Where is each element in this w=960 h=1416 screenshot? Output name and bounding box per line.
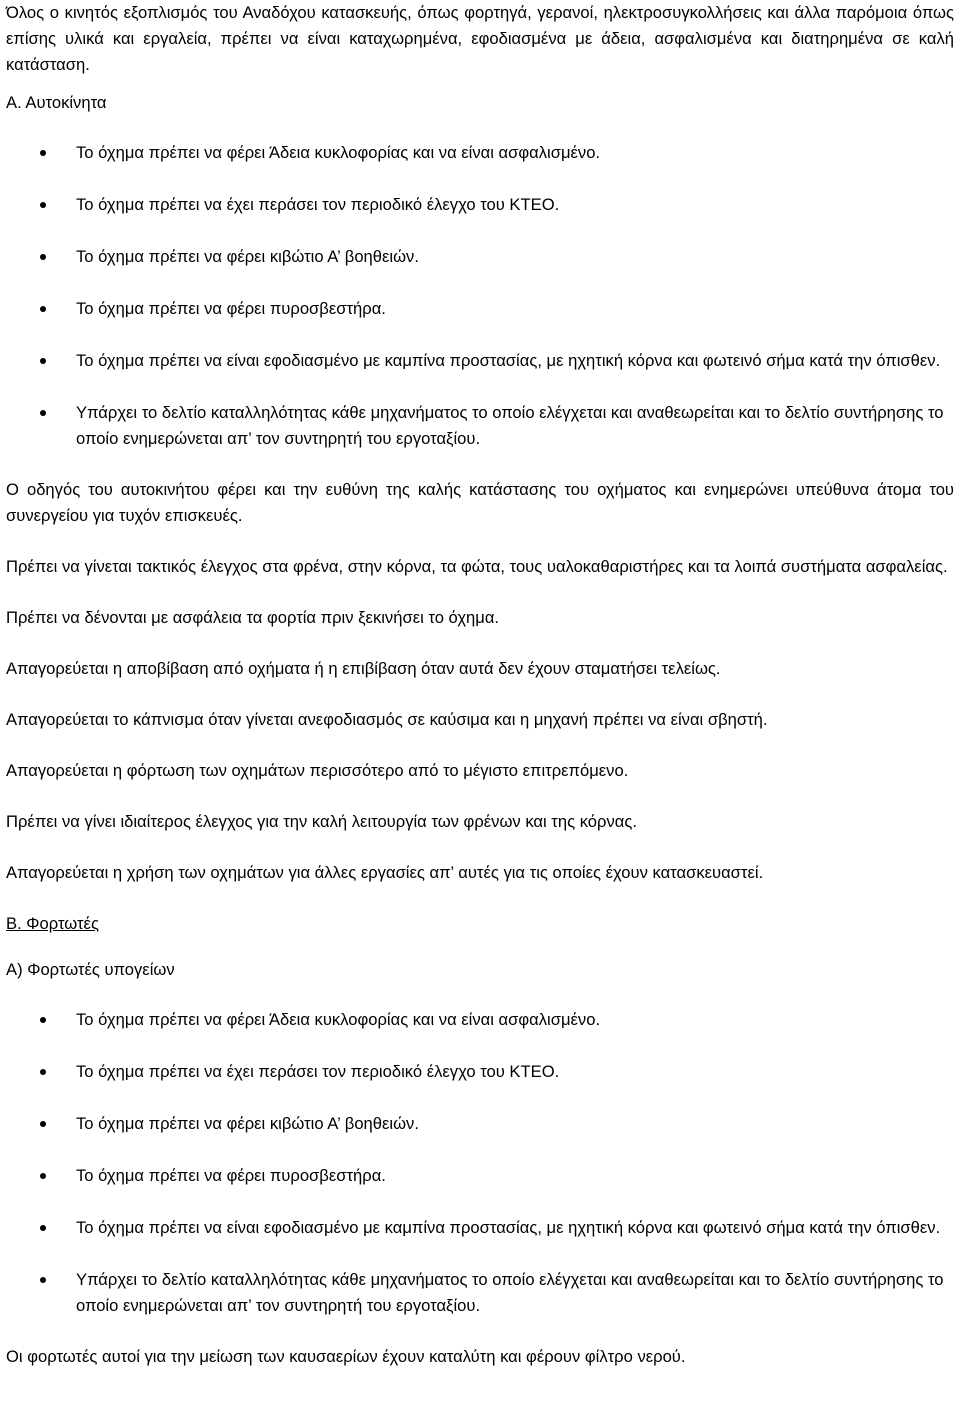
list-item: Το όχημα πρέπει να φέρει Άδεια κυκλοφορίας και να είναι ασφαλισμένο. <box>6 140 954 166</box>
bullet-icon <box>40 254 46 260</box>
list-item: Το όχημα πρέπει να έχει περάσει τον περιοδικό έλεγχο του ΚΤΕΟ. <box>6 192 954 218</box>
list-item: Υπάρχει το δελτίο καταλληλότητας κάθε μηχανήματος το οποίο ελέγχεται και αναθεωρείται και το δελτίο συντήρησης το οποίο ενημερώνεται απ’ τον συντηρητή του εργοταξίου. <box>6 400 954 452</box>
section-a-heading: Α. Αυτοκίνητα <box>6 93 107 112</box>
list-item: Το όχημα πρέπει να είναι εφοδιασμένο με καμπίνα προστασίας, με ηχητική κόρνα και φωτεινό σήμα κατά την όπισθεν. <box>6 1215 954 1241</box>
boarding-rule-paragraph: Απαγορεύεται η αποβίβαση από οχήματα ή η επιβίβαση όταν αυτά δεν έχουν σταματήσει τελείως. <box>6 659 721 678</box>
bullet-icon <box>40 410 46 416</box>
bullet-icon <box>40 1121 46 1127</box>
bullet-icon <box>40 150 46 156</box>
list-item: Το όχημα πρέπει να φέρει κιβώτιο Α’ βοηθειών. <box>6 244 954 270</box>
bullet-icon <box>40 1069 46 1075</box>
bullet-icon <box>40 202 46 208</box>
list-item: Υπάρχει το δελτίο καταλληλότητας κάθε μηχανήματος το οποίο ελέγχεται και αναθεωρείται και το δελτίο συντήρησης το οποίο ενημερώνεται απ’ τον συντηρητή του εργοταξίου. <box>6 1267 954 1319</box>
driver-responsibility-paragraph: Ο οδηγός του αυτοκινήτου φέρει και την ευθύνη της καλής κατάστασης του οχήματος και ενημερώνει υπεύθυνα άτομα του συνεργείου για τυχόν επισκευές. <box>6 480 954 525</box>
brakes-check-paragraph: Πρέπει να γίνει ιδιαίτερος έλεγχος για την καλή λειτουργία των φρένων και της κόρνας. <box>6 812 637 831</box>
bullet-icon <box>40 1017 46 1023</box>
overload-rule-paragraph: Απαγορεύεται η φόρτωση των οχημάτων περισσότερο από το μέγιστο επιτρεπόμενο. <box>6 761 629 780</box>
list-item: Το όχημα πρέπει να φέρει Άδεια κυκλοφορίας και να είναι ασφαλισμένο. <box>6 1007 954 1033</box>
list-item: Το όχημα πρέπει να είναι εφοδιασμένο με καμπίνα προστασίας, με ηχητική κόρνα και φωτεινό σήμα κατά την όπισθεν. <box>6 348 954 374</box>
section-b-subheading: Α) Φορτωτές υπογείων <box>6 960 175 979</box>
list-item: Το όχημα πρέπει να έχει περάσει τον περιοδικό έλεγχο του ΚΤΕΟ. <box>6 1059 954 1085</box>
list-item: Το όχημα πρέπει να φέρει πυροσβεστήρα. <box>6 296 954 322</box>
bullet-icon <box>40 306 46 312</box>
bullet-icon <box>40 1277 46 1283</box>
closing-paragraph: Οι φορτωτές αυτοί για την μείωση των καυσαερίων έχουν καταλύτη και φέρουν φίλτρο νερού. <box>6 1347 686 1366</box>
intro-paragraph: Όλος ο κινητός εξοπλισμός του Αναδόχου κατασκευής, όπως φορτηγά, γερανοί, ηλεκτροσυγκολλήσεις και άλλα παρόμοια όπως επίσης υλικά και εργαλεία, πρέπει να είναι καταχωρημένα, εφοδιασμένα με άδεια, ασφαλισμένα και διατηρημένα σε καλή κατάσταση. <box>6 3 954 74</box>
section-b-bullet-list <box>6 1007 954 1319</box>
section-a-bullet-list <box>6 140 954 452</box>
vehicle-use-paragraph: Απαγορεύεται η χρήση των οχημάτων για άλλες εργασίες απ’ αυτές για τις οποίες έχουν κατασκευαστεί. <box>6 863 764 882</box>
list-item: Το όχημα πρέπει να φέρει κιβώτιο Α’ βοηθειών. <box>6 1111 954 1137</box>
bullet-icon <box>40 1225 46 1231</box>
bullet-icon <box>40 1173 46 1179</box>
smoking-rule-paragraph: Απαγορεύεται το κάπνισμα όταν γίνεται ανεφοδιασμός σε καύσιμα και η μηχανή πρέπει να είναι σβηστή. <box>6 710 768 729</box>
list-item: Το όχημα πρέπει να φέρει πυροσβεστήρα. <box>6 1163 954 1189</box>
inspection-paragraph: Πρέπει να γίνεται τακτικός έλεγχος στα φρένα, στην κόρνα, τα φώτα, τους υαλοκαθαριστήρες και τα λοιπά συστήματα ασφαλείας. <box>6 557 948 576</box>
section-b-heading: Β. Φορτωτές <box>6 914 99 933</box>
bullet-icon <box>40 358 46 364</box>
load-securing-paragraph: Πρέπει να δένονται με ασφάλεια τα φορτία πριν ξεκινήσει το όχημα. <box>6 608 500 627</box>
